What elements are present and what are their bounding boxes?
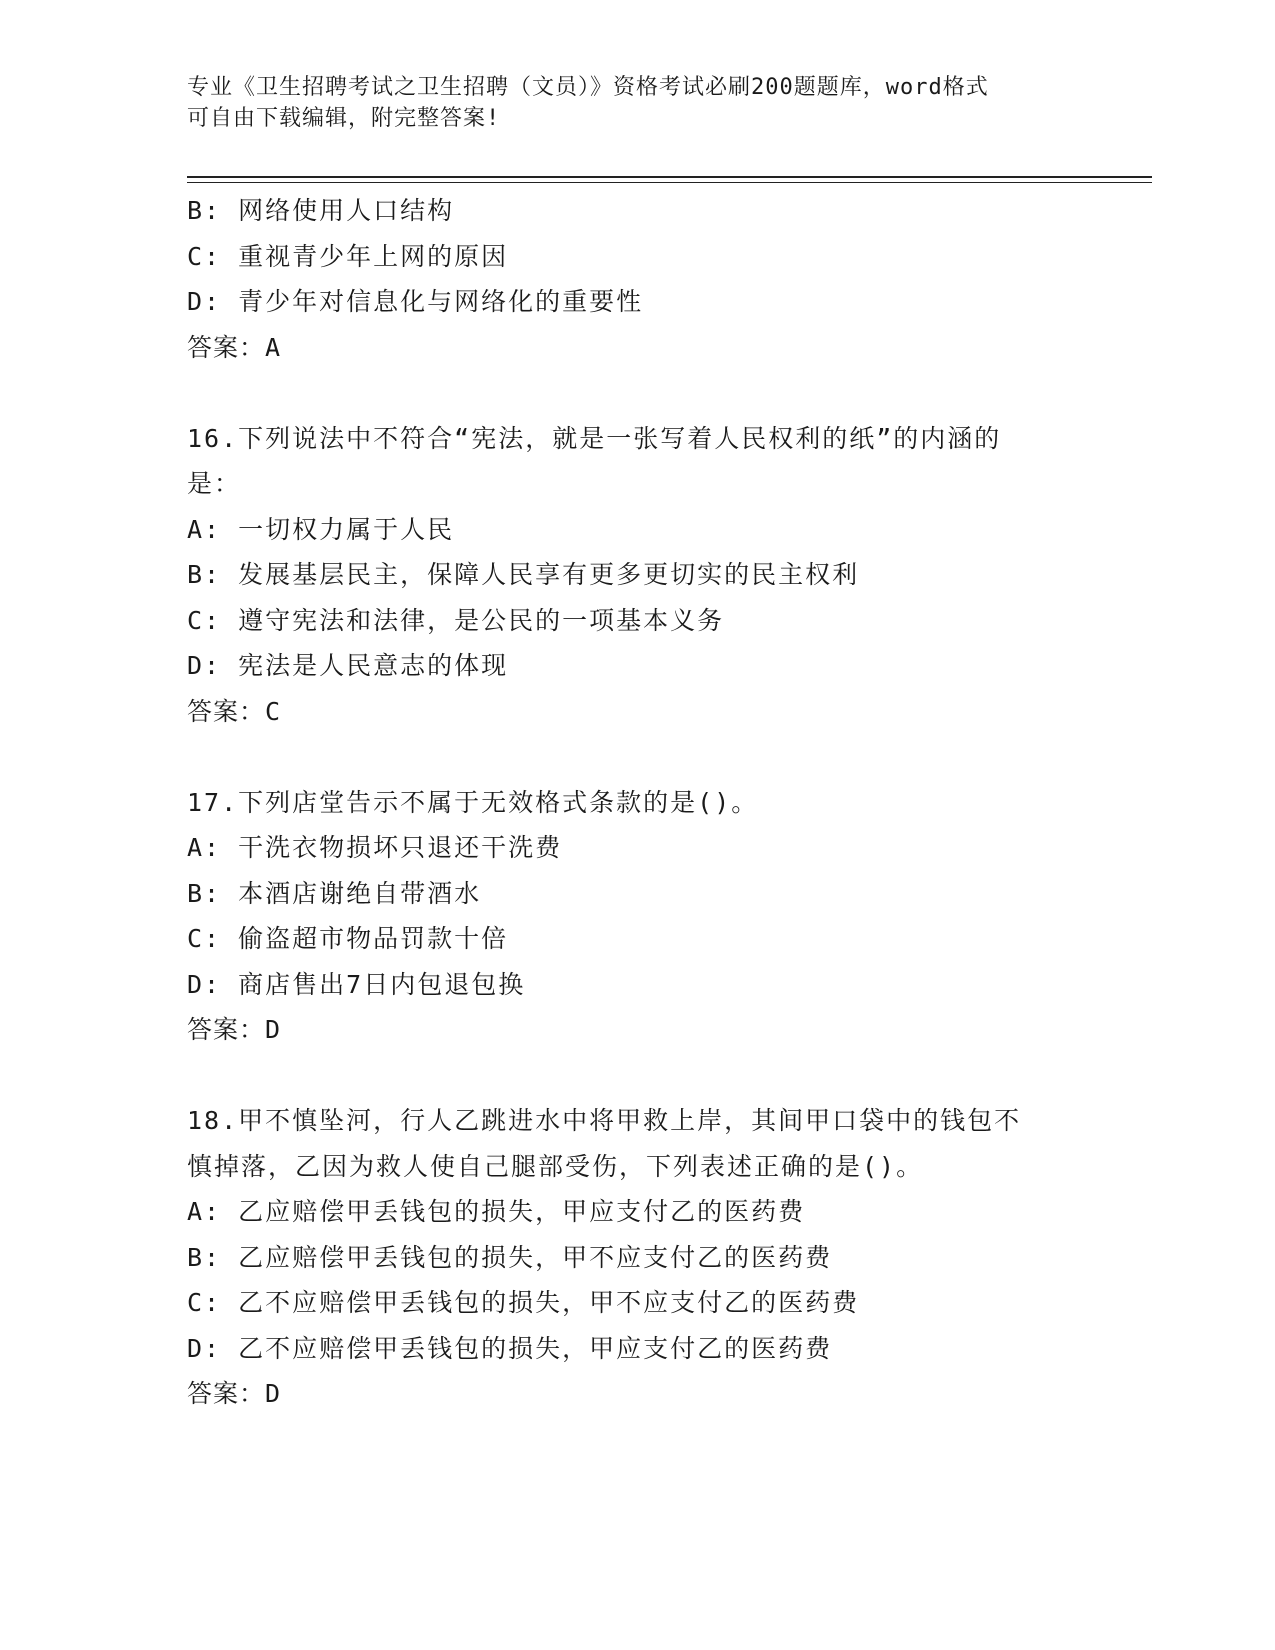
option-d: D: 商店售出7日内包退包换 [187,969,526,999]
option-c: C: 偷盗超市物品罚款十倍 [187,924,509,953]
spacer [187,734,1087,780]
question-stem-line: 是： [187,469,242,498]
question-stem-line: 16.下列说法中不符合“宪法，就是一张写着人民权利的纸”的内涵的 [187,423,1002,453]
header-line-2: 可自由下载编辑，附完整答案! [187,106,501,131]
question-17 [187,780,1087,1053]
option-a: A: 乙应赔偿甲丢钱包的损失，甲应支付乙的医药费 [187,1197,806,1226]
spacer [187,1053,1087,1099]
question-16 [187,416,1087,735]
option-a: A: 一切权力属于人民 [187,514,455,544]
option-b: B: 发展基层民主，保障人民享有更多更切实的民主权利 [187,560,860,589]
option-c: C: 乙不应赔偿甲丢钱包的损失，甲不应支付乙的医药费 [187,1288,860,1317]
option-c: C: 遵守宪法和法律，是公民的一项基本义务 [187,605,725,635]
option-c: C: 重视青少年上网的原因 [187,241,509,271]
option-d: D: 青少年对信息化与网络化的重要性 [187,287,644,316]
answer-line: 答案：C [187,696,282,726]
option-d: D: 乙不应赔偿甲丢钱包的损失，甲应支付乙的医药费 [187,1333,833,1363]
option-d: D: 宪法是人民意志的体现 [187,651,509,680]
option-b: B: 网络使用人口结构 [187,196,455,225]
option-b: B: 乙应赔偿甲丢钱包的损失，甲不应支付乙的医药费 [187,1242,833,1272]
question-stem-line: 18.甲不慎坠河，行人乙跳进水中将甲救上岸，其间甲口袋中的钱包不 [187,1106,1022,1135]
option-b: B: 本酒店谢绝自带酒水 [187,878,482,908]
header-line-1: 专业《卫生招聘考试之卫生招聘（文员）》资格考试必刷200题题库，word格式 [187,75,989,100]
header-divider-thick [187,176,1152,178]
question-continued [187,188,1087,370]
spacer [187,370,1087,416]
question-18 [187,1098,1087,1417]
header-divider-thin [187,182,1152,183]
answer-line: 答案：D [187,1379,282,1408]
answer-line: 答案：A [187,332,282,362]
answer-line: 答案：D [187,1015,282,1044]
document-header [187,72,1067,134]
question-stem-line: 17.下列店堂告示不属于无效格式条款的是()。 [187,787,759,817]
question-stem-line: 慎掉落，乙因为救人使自己腿部受伤，下列表述正确的是()。 [187,1151,924,1181]
question-content [187,188,1087,1417]
option-a: A: 干洗衣物损坏只退还干洗费 [187,833,563,862]
